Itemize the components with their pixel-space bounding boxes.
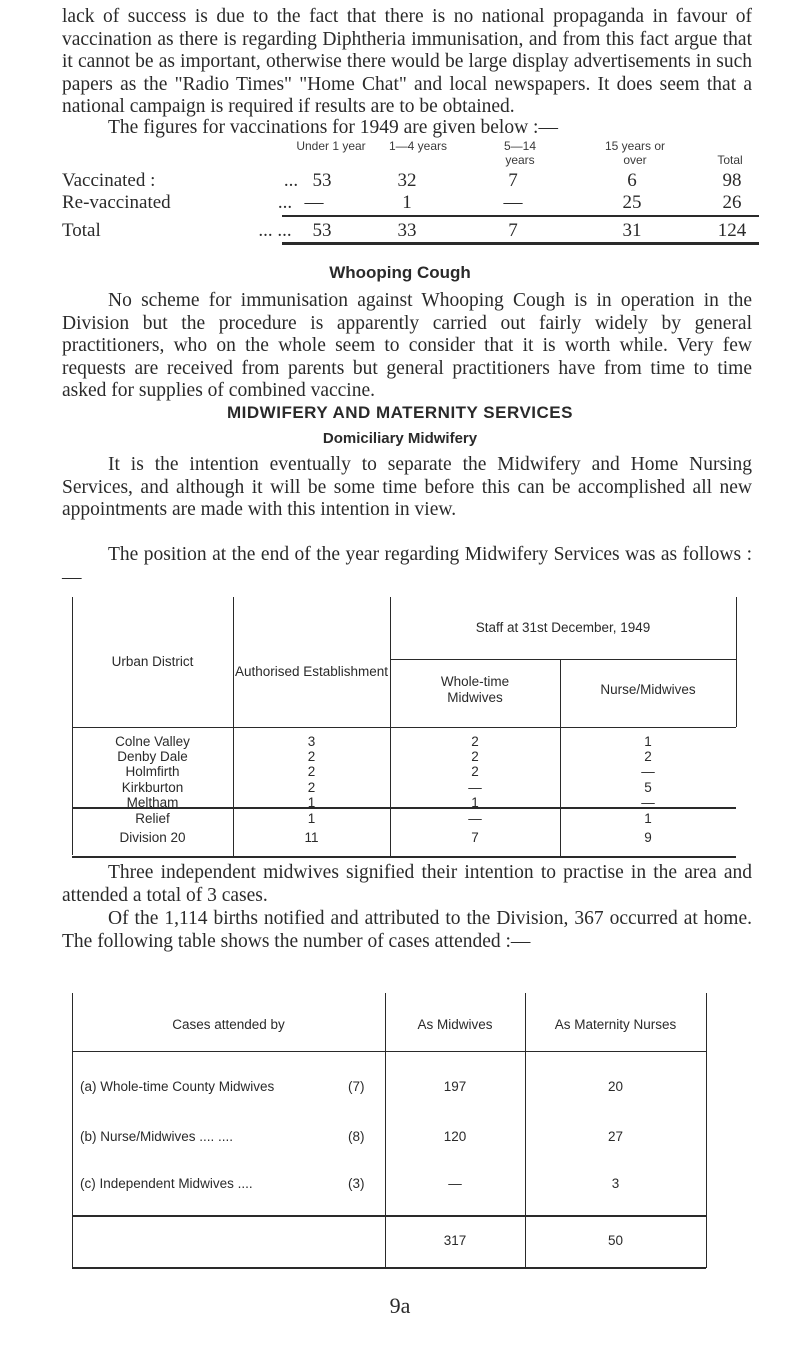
row-label-total: Total [62, 220, 101, 241]
cell-total-district: Division 20 [119, 830, 186, 845]
cell-nurse: — [641, 795, 655, 810]
table-rule [72, 1051, 706, 1052]
cell-district: Kirkburton [121, 780, 184, 795]
header-whole-time-midwives: Whole-time Midwives [440, 674, 510, 705]
cell-whole-time: 2 [471, 734, 479, 749]
row-leader: ... [277, 192, 293, 213]
cell-as-maternity: 20 [607, 1079, 624, 1094]
row-label: (c) Independent Midwives .... [80, 1176, 253, 1191]
cell-district: Denby Dale [117, 749, 188, 764]
row-leader: ... ... [258, 220, 292, 241]
intro-paragraph: lack of success is due to the fact that there is no national propaganda in favour of vaccination as there is regarding Diphtheria immunisation, and from this fact argue that it cannot be as important, otherwise there would be large display advertisements in such papers as the "Radio Times" "Home Chat" and local newspapers. It does seem that a national campaign is required if results are to be obtained. [62, 6, 752, 117]
cell-nurse: 2 [644, 749, 652, 764]
cell-total-1-4: 33 [397, 220, 417, 241]
cell-as-midwives: 197 [443, 1079, 467, 1094]
cell-whole-time: 1 [471, 795, 479, 810]
cell-total-15-over: 31 [622, 220, 642, 241]
cell-district: Holmfirth [125, 764, 180, 779]
row-count: (3) [348, 1176, 365, 1191]
cell-district: Relief [135, 811, 170, 826]
cell-nurse: 1 [644, 734, 652, 749]
cell-whole-time: — [468, 811, 482, 826]
cell-establishment: 1 [307, 811, 316, 826]
cell-revacc-total: 26 [722, 192, 742, 213]
row-label-vaccinated: Vaccinated : [62, 170, 156, 191]
cell-as-maternity: 27 [607, 1129, 624, 1144]
header-as-midwives: As Midwives [417, 1017, 493, 1032]
header-cases-attended-by: Cases attended by [172, 1017, 285, 1032]
table-rule [72, 1267, 706, 1269]
row-count: (8) [348, 1129, 365, 1144]
header-5-14: 5—14 years [503, 139, 537, 167]
cell-district: Colne Valley [115, 734, 190, 749]
cell-total-maternity: 50 [607, 1233, 624, 1248]
births-paragraph: Of the 1,114 births notified and attributed to the Division, 367 occurred at home. The following table shows the number of cases attended :— [62, 908, 752, 952]
midwifery-heading: MIDWIFERY AND MATERNITY SERVICES [227, 403, 573, 422]
independent-midwives-paragraph: Three independent midwives signified their intention to practise in the area and attended a total of 3 cases. [62, 862, 752, 906]
cell-whole-time: — [468, 780, 482, 795]
row-leader: ... [283, 170, 299, 191]
whooping-cough-paragraph: No scheme for immunisation against Whooping Cough is in operation in the Division but the procedure is apparently carried out fairly widely by general practitioners, who on the whole seem to consider that it is worth while. Very few requests are received from parents but general practitioners have from time to time asked for supplies of combined vaccine. [62, 290, 752, 401]
cell-total-under-1: 53 [312, 220, 332, 241]
cell-total-total: 124 [717, 220, 747, 241]
header-15-over: 15 years or over [604, 139, 666, 167]
cell-as-maternity: 3 [611, 1176, 620, 1191]
cell-establishment: 2 [307, 749, 316, 764]
cell-establishment: 3 [307, 734, 316, 749]
vaccination-intro: The figures for vaccinations for 1949 are given below :— [108, 117, 558, 138]
header-nurse-midwives: Nurse/Midwives [600, 682, 696, 697]
cell-vacc-1-4: 32 [397, 170, 417, 191]
header-under-1: Under 1 year [296, 139, 366, 153]
cell-vacc-5-14: 7 [508, 170, 518, 191]
cell-nurse: 5 [644, 780, 652, 795]
cell-revacc-under-1: — [304, 192, 324, 213]
cell-total-5-14: 7 [508, 220, 518, 241]
header-staff-group: Staff at 31st December, 1949 [475, 620, 651, 635]
cell-whole-time: 2 [471, 749, 479, 764]
row-count: (7) [348, 1079, 365, 1094]
cell-district: Meltham [126, 795, 179, 810]
cell-nurse: 1 [644, 811, 652, 826]
header-1-4: 1—4 years [388, 139, 448, 153]
cell-vacc-15-over: 6 [627, 170, 637, 191]
cell-revacc-5-14: — [503, 192, 523, 213]
cell-total-whole-time: 7 [471, 830, 479, 845]
table-border [72, 993, 73, 1268]
header-urban-district: Urban District [111, 654, 194, 669]
header-total: Total [717, 153, 743, 167]
cell-as-midwives: — [448, 1176, 462, 1191]
cell-establishment: 1 [307, 795, 316, 810]
cell-vacc-total: 98 [722, 170, 742, 191]
table-rule [72, 1215, 706, 1217]
row-label: (b) Nurse/Midwives .... .... [80, 1129, 234, 1144]
cell-revacc-1-4: 1 [402, 192, 412, 213]
domiciliary-heading: Domiciliary Midwifery [322, 430, 478, 447]
cell-vacc-under-1: 53 [312, 170, 332, 191]
header-as-maternity-nurses: As Maternity Nurses [554, 1017, 677, 1032]
domiciliary-paragraph-2: The position at the end of the year regarding Midwifery Services was as follows :— [62, 544, 752, 588]
whooping-cough-heading: Whooping Cough [329, 263, 471, 282]
cell-as-midwives: 120 [443, 1129, 467, 1144]
cell-total-nurse: 9 [644, 830, 652, 845]
header-authorised-establishment: Authorised Establishment [234, 664, 389, 679]
domiciliary-paragraph-1: It is the intention eventually to separate the Midwifery and Home Nursing Services, and although it will be some time before this can be accomplished all new appointments are made with this intention in view. [62, 454, 752, 520]
cell-total-establishment: 11 [304, 830, 319, 845]
cell-total-midwives: 317 [443, 1233, 467, 1248]
table-border [706, 993, 707, 1268]
cell-establishment: 2 [307, 780, 316, 795]
cell-whole-time: 2 [471, 764, 479, 779]
cell-nurse: — [641, 764, 655, 779]
row-label-revaccinated: Re-vaccinated [62, 192, 171, 213]
cell-establishment: 2 [307, 764, 316, 779]
page-number: 9a [389, 1293, 411, 1318]
row-label: (a) Whole-time County Midwives [80, 1079, 275, 1094]
cell-revacc-15-over: 25 [622, 192, 642, 213]
